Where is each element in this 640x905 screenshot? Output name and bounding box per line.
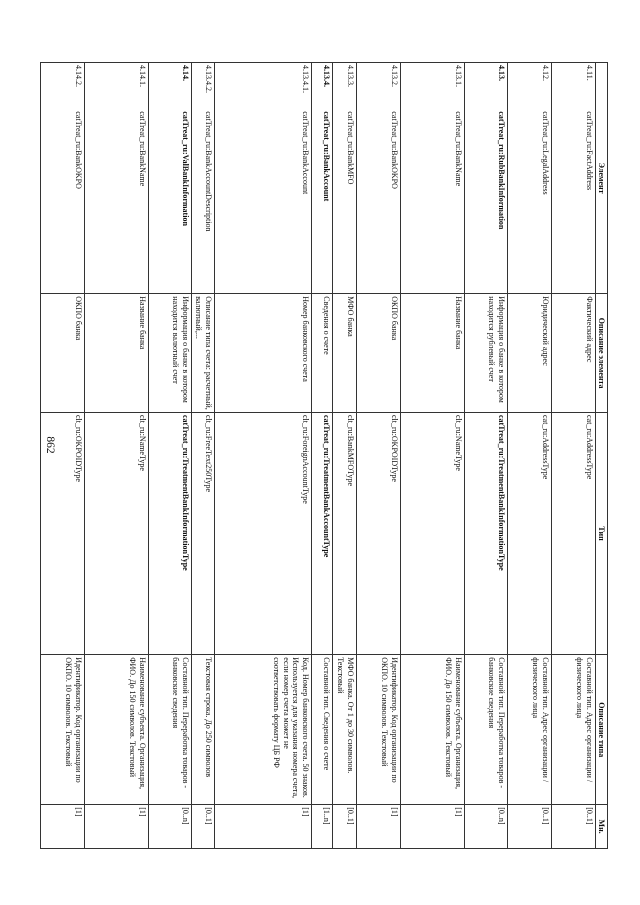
multiplicity: [0..n] — [464, 805, 507, 849]
type-name: clt_ru:OKPOIDType — [356, 413, 400, 655]
element-description: Информация о банке в котором находится рублевый счет — [464, 294, 507, 413]
header-element: Элемент — [595, 63, 607, 294]
type-description: Составной тип. Переработка товаров - банковские сведения — [148, 655, 191, 805]
type-name: catTreat_ru:TreatmentBankInformationType — [464, 413, 507, 655]
type-description: Составной тип. Адрес организации / физического лица — [507, 655, 551, 805]
element-name: catTreat_ru:BankName — [400, 109, 464, 293]
type-name: cat_ru:AddressType — [507, 413, 551, 655]
table-row — [40, 63, 84, 849]
element-name: catTreat_ru:BankName — [84, 109, 148, 293]
element-description: ОКПО банка — [356, 294, 400, 413]
multiplicity: [1] — [356, 805, 400, 849]
row-number: 4.13. — [464, 63, 507, 110]
page-number: 862 — [44, 436, 56, 454]
rotated-table-frame — [64, 62, 608, 849]
table-row — [400, 63, 464, 849]
type-description: Код. Номер банковского счета. 50 знаков. Используется для указания номера счета, если номер счета может не соответствовать формату ЦБ РФ — [214, 655, 311, 805]
row-number: 4.14.1. — [84, 63, 148, 110]
type-name: clt_ru:ForeignAccountType — [214, 413, 311, 655]
header-type-description: Описание типа — [595, 655, 607, 805]
row-number: 4.13.2. — [356, 63, 400, 110]
table-row — [214, 63, 311, 849]
element-name: catTreat_ru:BankOKPO — [356, 109, 400, 293]
type-description: Наименование субъекта. Организация, ФИО. До 150 символов. Текстовый — [84, 655, 148, 805]
element-description: Информация о банке в котором находится валютный счет — [148, 294, 191, 413]
table-row — [332, 63, 356, 849]
element-name: catTreat_ru:LegalAddress — [507, 109, 551, 293]
element-name: catTreat_ru:BankAccount — [214, 109, 311, 293]
type-name: clt_ru:FreeText250Type — [191, 413, 214, 655]
type-description: Составной тип. Адрес организации / физического лица — [551, 655, 595, 805]
element-name: catTreat_ru:RubBankInformation — [464, 109, 507, 293]
row-number: 4.13.1. — [400, 63, 464, 110]
row-number: 4.13.3. — [332, 63, 356, 110]
multiplicity: [0..n] — [148, 805, 191, 849]
element-description: Юридический адрес — [507, 294, 551, 413]
multiplicity: [0..1] — [332, 805, 356, 849]
element-description: Название банка — [84, 294, 148, 413]
table-row — [356, 63, 400, 849]
header-type: Тип — [595, 413, 607, 655]
type-name: clt_ru:NameType — [400, 413, 464, 655]
table-header-row — [595, 63, 607, 849]
table-row — [551, 63, 595, 849]
table-row — [191, 63, 214, 849]
row-number: 4.11. — [551, 63, 595, 110]
header-element-description: Описание элемента — [595, 294, 607, 413]
element-name: catTreat_ru:BankMFO — [332, 109, 356, 293]
row-number: 4.12. — [507, 63, 551, 110]
element-name: catTreat_ru:BankAccount — [311, 109, 332, 293]
multiplicity: [1..n] — [311, 805, 332, 849]
table-row — [148, 63, 191, 849]
element-spec-table — [40, 62, 608, 849]
element-description: МФО банка — [332, 294, 356, 413]
type-description: Текстовая строка. До 250 символов — [191, 655, 214, 805]
type-description: Составной тип. Переработка товаров - банковские сведения — [464, 655, 507, 805]
multiplicity: [1] — [214, 805, 311, 849]
element-description: Название банка — [400, 294, 464, 413]
multiplicity: [1] — [40, 805, 84, 849]
multiplicity: [1] — [84, 805, 148, 849]
type-description: Идентификатор. Код организации по ОКПО. 10 символов. Текстовый — [40, 655, 84, 805]
type-name: clt_ru:OKPOIDType — [40, 413, 84, 655]
row-number: 4.14. — [148, 63, 191, 110]
table-row — [311, 63, 332, 849]
element-description: Сведения о счете — [311, 294, 332, 413]
element-name: catTreat_ru:BankOKPO — [40, 109, 84, 293]
type-description: Наименование субъекта. Организация, ФИО. До 150 символов. Текстовый — [400, 655, 464, 805]
element-name: catTreat_ru:FactAddress — [551, 109, 595, 293]
multiplicity: [1] — [400, 805, 464, 849]
row-number: 4.13.4. — [311, 63, 332, 110]
type-description: Составной тип. Сведения о счете — [311, 655, 332, 805]
row-number: 4.13.4.1. — [214, 63, 311, 110]
multiplicity: [0..1] — [191, 805, 214, 849]
element-name: catTreat_ru:BankAccountDescription — [191, 109, 214, 293]
type-name: catTreat_ru:TreatmentBankAccountType — [311, 413, 332, 655]
element-description: ОКПО банка — [40, 294, 84, 413]
multiplicity: [0..1] — [551, 805, 595, 849]
type-name: clt_ru:NameType — [84, 413, 148, 655]
element-name: catTreat_ru:ValBankInformation — [148, 109, 191, 293]
table-row — [464, 63, 507, 849]
row-number: 4.14.2. — [40, 63, 84, 110]
row-number: 4.13.4.2. — [191, 63, 214, 110]
table-row — [507, 63, 551, 849]
table-row — [84, 63, 148, 849]
header-multiplicity: Мн. — [595, 805, 607, 849]
multiplicity: [0..1] — [507, 805, 551, 849]
element-description: Номер банковского счета — [214, 294, 311, 413]
type-name: cat_ru:AddressType — [551, 413, 595, 655]
type-description: МФО банка. От 1 до 30 символов. Текстовый — [332, 655, 356, 805]
element-description: Фактический адрес — [551, 294, 595, 413]
element-description: Описание типа счета: расчетный, валютный,... — [191, 294, 214, 413]
table-container — [64, 62, 608, 849]
type-name: clt_ru:BankMFOType — [332, 413, 356, 655]
type-name: catTreat_ru:TreatmentBankInformationType — [148, 413, 191, 655]
type-description: Идентификатор. Код организации по ОКПО. 10 символов. Текстовый — [356, 655, 400, 805]
